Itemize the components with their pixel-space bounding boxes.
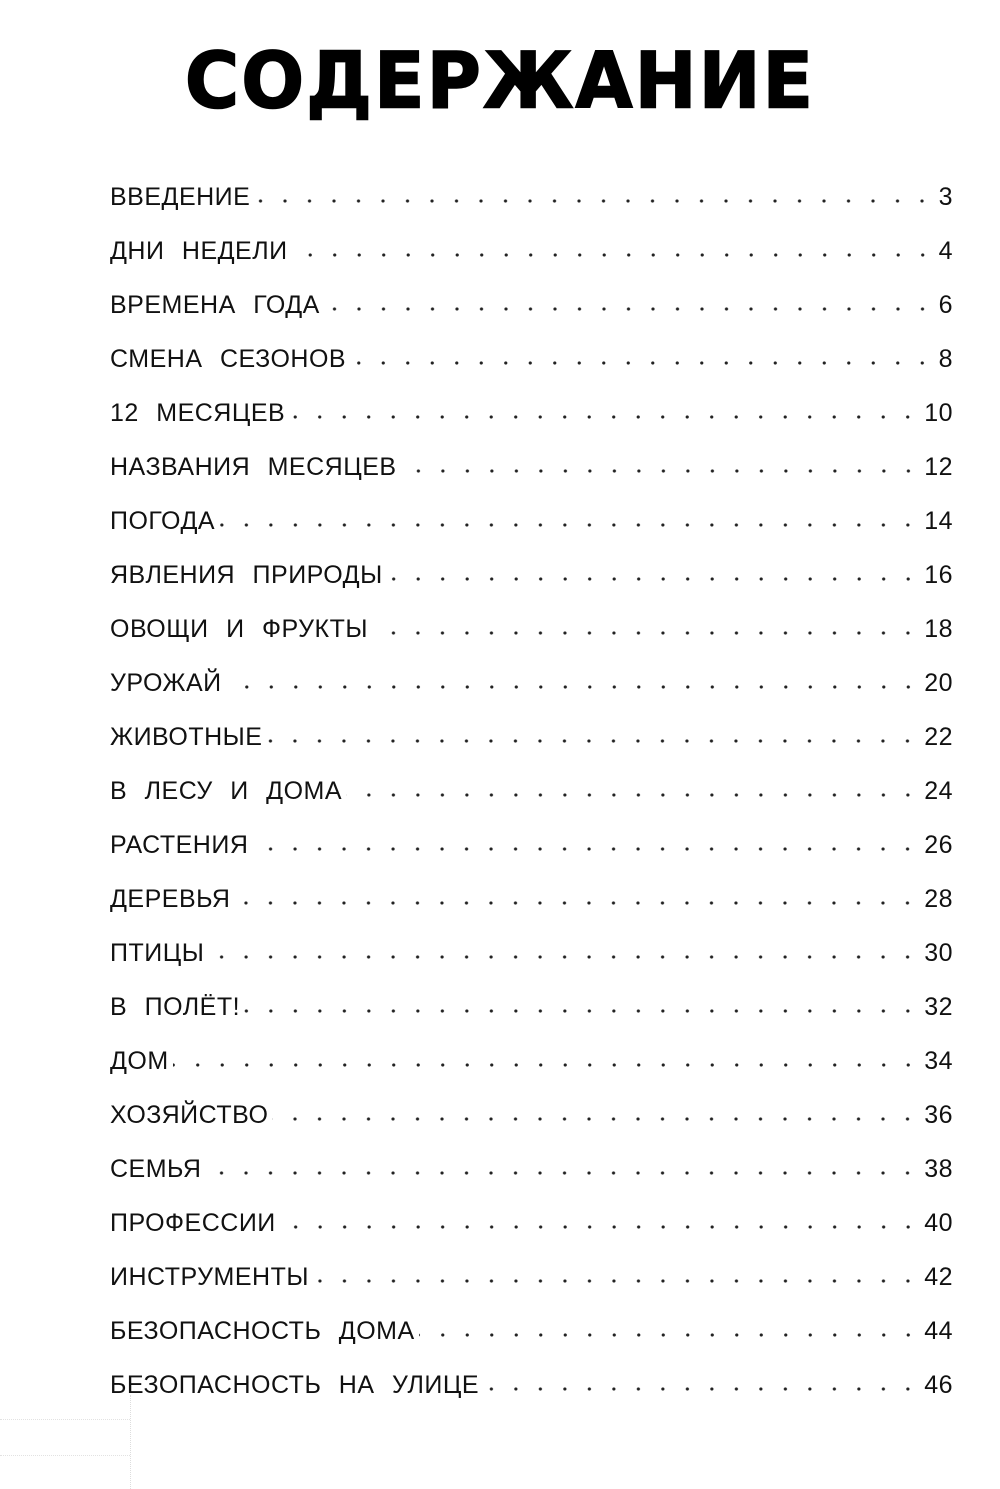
toc-entry[interactable] xyxy=(110,170,953,224)
toc-entry-page: 28 xyxy=(924,884,953,913)
dot-leader xyxy=(234,900,920,906)
toc-entry-page: 6 xyxy=(938,290,953,319)
faint-grid-decoration xyxy=(0,1395,131,1489)
toc-entry[interactable] xyxy=(110,1142,953,1196)
table-of-contents xyxy=(110,170,953,1412)
toc-entry-label: СЕМЬЯ xyxy=(110,1154,202,1183)
toc-entry[interactable] xyxy=(110,656,953,710)
toc-entry-label: ПРОФЕССИИ xyxy=(110,1208,276,1237)
toc-entry[interactable] xyxy=(110,818,953,872)
toc-entry-page: 42 xyxy=(924,1262,953,1291)
toc-entry[interactable] xyxy=(110,278,953,332)
dot-leader xyxy=(280,1224,920,1230)
toc-entry-page: 4 xyxy=(938,236,953,265)
dot-leader xyxy=(483,1386,920,1392)
page-title: СОДЕРЖАНИЕ xyxy=(184,35,816,127)
dot-leader xyxy=(350,360,935,366)
toc-entry-label: БЕЗОПАСНОСТЬ НА УЛИЦЕ xyxy=(110,1370,480,1399)
toc-entry[interactable] xyxy=(110,1304,953,1358)
toc-entry-page: 36 xyxy=(924,1100,953,1129)
toc-entry[interactable] xyxy=(110,1088,953,1142)
dot-leader xyxy=(372,630,920,636)
toc-entry-page: 34 xyxy=(924,1046,953,1075)
toc-entry-label: ВРЕМЕНА ГОДА xyxy=(110,290,320,319)
toc-entry[interactable] xyxy=(110,494,953,548)
dot-leader xyxy=(254,198,934,204)
toc-entry-label: 12 МЕСЯЦЕВ xyxy=(110,398,286,427)
toc-entry-page: 18 xyxy=(924,614,953,643)
toc-entry[interactable] xyxy=(110,548,953,602)
toc-entry[interactable] xyxy=(110,1358,953,1412)
dot-leader xyxy=(292,252,935,258)
toc-entry-page: 44 xyxy=(924,1316,953,1345)
toc-entry[interactable] xyxy=(110,386,953,440)
dot-leader xyxy=(266,738,920,744)
dot-leader xyxy=(289,414,920,420)
toc-entry-label: ЯВЛЕНИЯ ПРИРОДЫ xyxy=(110,560,383,589)
toc-entry[interactable] xyxy=(110,1196,953,1250)
toc-entry[interactable] xyxy=(110,224,953,278)
dot-leader xyxy=(173,1062,920,1068)
toc-entry-label: УРОЖАЙ xyxy=(110,668,222,697)
toc-entry-label: ДОМ xyxy=(110,1046,169,1075)
toc-entry[interactable] xyxy=(110,440,953,494)
dot-leader xyxy=(244,1008,920,1014)
dot-leader xyxy=(324,306,935,312)
toc-entry-label: ДНИ НЕДЕЛИ xyxy=(110,236,288,265)
toc-entry[interactable] xyxy=(110,1250,953,1304)
toc-entry-label: ПТИЦЫ xyxy=(110,938,205,967)
dot-leader xyxy=(401,468,921,474)
dot-leader xyxy=(205,1170,920,1176)
toc-entry-page: 3 xyxy=(938,182,953,211)
toc-entry[interactable] xyxy=(110,1034,953,1088)
toc-entry[interactable] xyxy=(110,764,953,818)
dot-leader xyxy=(252,846,920,852)
toc-entry-label: ОВОЩИ И ФРУКТЫ xyxy=(110,614,368,643)
toc-entry[interactable] xyxy=(110,602,953,656)
toc-entry-label: СМЕНА СЕЗОНОВ xyxy=(110,344,347,373)
toc-entry-page: 16 xyxy=(924,560,953,589)
dot-leader xyxy=(219,522,920,528)
toc-entry[interactable] xyxy=(110,980,953,1034)
toc-entry-page: 46 xyxy=(924,1370,953,1399)
toc-entry-page: 14 xyxy=(924,506,953,535)
toc-entry-page: 8 xyxy=(938,344,953,373)
toc-entry-page: 22 xyxy=(924,722,953,751)
toc-entry[interactable] xyxy=(110,710,953,764)
toc-entry-page: 40 xyxy=(924,1208,953,1237)
toc-entry-label: ПОГОДА xyxy=(110,506,216,535)
toc-entry[interactable] xyxy=(110,926,953,980)
toc-entry-page: 26 xyxy=(924,830,953,859)
dot-leader xyxy=(346,792,920,798)
toc-entry-label: НАЗВАНИЯ МЕСЯЦЕВ xyxy=(110,452,397,481)
dot-leader xyxy=(313,1278,920,1284)
dot-leader xyxy=(419,1332,921,1338)
toc-entry-page: 32 xyxy=(924,992,953,1021)
toc-entry-label: В ЛЕСУ И ДОМА xyxy=(110,776,343,805)
toc-entry-page: 20 xyxy=(924,668,953,697)
toc-entry-label: ХОЗЯЙСТВО xyxy=(110,1100,269,1129)
toc-entry-label: В ПОЛЁТ! xyxy=(110,992,241,1021)
toc-entry-page: 10 xyxy=(924,398,953,427)
toc-entry-label: ДЕРЕВЬЯ xyxy=(110,884,231,913)
toc-entry-label: БЕЗОПАСНОСТЬ ДОМА xyxy=(110,1316,415,1345)
dot-leader xyxy=(226,684,921,690)
dot-leader xyxy=(272,1116,920,1122)
dot-leader xyxy=(208,954,920,960)
toc-entry-page: 38 xyxy=(924,1154,953,1183)
toc-entry[interactable] xyxy=(110,872,953,926)
toc-entry-label: РАСТЕНИЯ xyxy=(110,830,249,859)
toc-entry-label: ВВЕДЕНИЕ xyxy=(110,182,251,211)
toc-entry-page: 24 xyxy=(924,776,953,805)
toc-entry-label: ЖИВОТНЫЕ xyxy=(110,722,263,751)
toc-entry[interactable] xyxy=(110,332,953,386)
dot-leader xyxy=(387,576,920,582)
toc-entry-page: 30 xyxy=(924,938,953,967)
toc-entry-label: ИНСТРУМЕНТЫ xyxy=(110,1262,309,1291)
toc-entry-page: 12 xyxy=(924,452,953,481)
